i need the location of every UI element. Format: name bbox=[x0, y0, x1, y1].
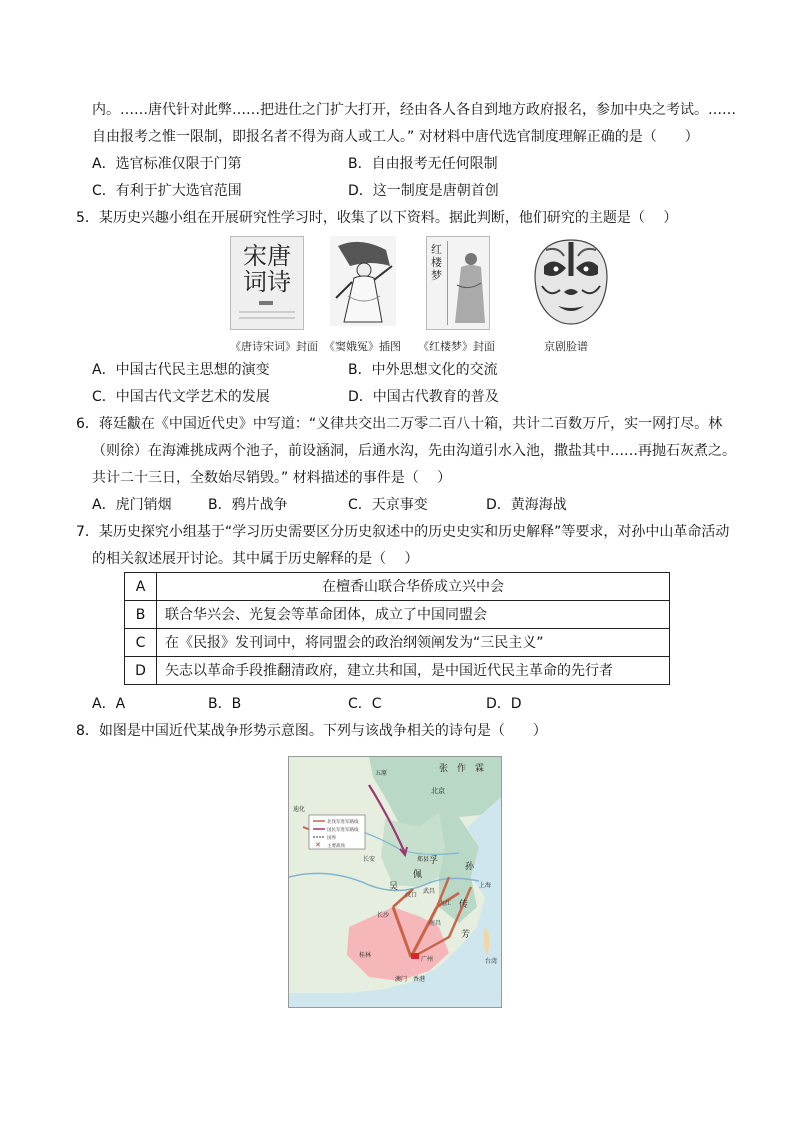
map-image bbox=[289, 757, 501, 1007]
row-key: B bbox=[125, 601, 157, 629]
table-row bbox=[125, 657, 670, 685]
map-label: 郑县 bbox=[417, 856, 430, 863]
map-label: 汉口 bbox=[405, 892, 418, 899]
illustration-image bbox=[330, 236, 396, 326]
q4-text-line-2: 自由报考之惟一限制，即报名者不得为商人或工人。” 对材料中唐代选官制度理解正确的是（ ） bbox=[92, 129, 699, 145]
q6-option-a[interactable]: A．虎门销烟 bbox=[92, 497, 172, 513]
row-key: D bbox=[125, 657, 157, 685]
row-text: 联合华兴会、光复会等革命团体，成立了中国同盟会 bbox=[157, 601, 670, 629]
table-row bbox=[125, 573, 670, 601]
map-label: 佩 bbox=[413, 870, 423, 880]
map-label: 广州 bbox=[421, 956, 434, 963]
q6-text-line-2: （则徐）在海滩挑成两个池子，前设涵洞，后通水沟，先由沟道引水入池，撒盐其中……再抛石灰煮之。 bbox=[92, 443, 736, 459]
cover-title: 红楼梦 bbox=[431, 243, 442, 282]
map-label: 长安 bbox=[363, 856, 376, 863]
legend-label: 主要战场 bbox=[327, 844, 345, 849]
q4-option-c[interactable]: C．有利于扩大选官范围 bbox=[92, 183, 242, 199]
map-label: 张 bbox=[439, 764, 449, 774]
q4-option-a[interactable]: A．选官标准仅限于门第 bbox=[92, 156, 242, 172]
map-label: 南昌 bbox=[429, 920, 442, 927]
war-situation-map bbox=[288, 756, 502, 1008]
map-label: 台湾 bbox=[485, 958, 498, 965]
q7-option-d[interactable]: D．D bbox=[486, 696, 522, 712]
q6-option-d[interactable]: D．黄海海战 bbox=[486, 497, 567, 513]
q5-stem: 5．某历史兴趣小组在开展研究性学习时，收集了以下资料。据此判断，他们研究的主题是（ ） bbox=[76, 210, 678, 226]
map-label: 传 bbox=[459, 900, 469, 910]
book-cover-image bbox=[426, 236, 490, 330]
row-key: C bbox=[125, 629, 157, 657]
q7-option-b[interactable]: B．B bbox=[208, 696, 242, 712]
opera-mask-image bbox=[530, 236, 612, 328]
legend-label: 国界 bbox=[327, 836, 336, 841]
q7-text-line-1: 7．某历史探究小组基于“学习历史需要区分历史叙述中的历史史实和历史解释”等要求，对孙中山革命活动 bbox=[76, 524, 730, 540]
svg-text:✕: ✕ bbox=[315, 841, 321, 849]
caption: 《红楼梦》封面 bbox=[418, 340, 495, 353]
map-label: 迪化 bbox=[293, 806, 306, 813]
table-row bbox=[125, 601, 670, 629]
table-row bbox=[125, 629, 670, 657]
q7-option-c[interactable]: C．C bbox=[348, 696, 382, 712]
map-label: 香港 bbox=[413, 976, 426, 983]
legend-label: 北伐军进军路线 bbox=[327, 820, 359, 825]
map-label: 上海 bbox=[479, 882, 492, 889]
map-label: 澳门 bbox=[395, 976, 408, 983]
map-label: 北京 bbox=[431, 787, 445, 795]
cover-char: 唐 bbox=[267, 242, 291, 270]
map-label: 孚 bbox=[429, 856, 439, 866]
q7-statement-table bbox=[124, 572, 670, 685]
caption: 京剧脸谱 bbox=[544, 340, 588, 353]
q5-option-d[interactable]: D．中国古代教育的普及 bbox=[348, 389, 499, 405]
q6-option-b[interactable]: B．鸦片战争 bbox=[208, 497, 288, 513]
row-text: 在檀香山联合华侨成立兴中会 bbox=[157, 573, 670, 601]
map-label: 作 bbox=[457, 764, 467, 774]
q8-stem: 8．如图是中国近代某战争形势示意图。下列与该战争相关的诗句是（ ） bbox=[76, 723, 547, 739]
row-key: A bbox=[125, 573, 157, 601]
row-text: 矢志以革命手段推翻清政府，建立共和国，是中国近代民主革命的先行者 bbox=[157, 657, 670, 685]
cover-char: 词 bbox=[243, 268, 267, 296]
q7-text-line-2: 的相关叙述展开讨论。其中属于历史解释的是（ ） bbox=[92, 551, 419, 567]
map-label: 桂林 bbox=[359, 952, 372, 959]
q4-option-b[interactable]: B．自由报考无任何限制 bbox=[348, 156, 498, 172]
q5-option-a[interactable]: A．中国古代民主思想的演变 bbox=[92, 362, 270, 378]
q7-option-a[interactable]: A．A bbox=[92, 696, 126, 712]
q6-text-line-1: 6．蒋廷黻在《中国近代史》中写道：“义律共交出二万零二百八十箱，共计二百数万斤，实一网打尽。林 bbox=[76, 416, 723, 432]
caption: 《窦娥冤》插图 bbox=[324, 340, 401, 353]
cover-char: 诗 bbox=[267, 268, 291, 296]
map-label: 武昌 bbox=[423, 888, 436, 895]
map-label: 吴 bbox=[389, 882, 399, 892]
q6-text-line-3: 共计二十三日，全数始尽销毁。” 材料描述的事件是（ ） bbox=[92, 470, 452, 486]
q5-option-b[interactable]: B．中外思想文化的交流 bbox=[348, 362, 498, 378]
q6-option-c[interactable]: C．天京事变 bbox=[348, 497, 428, 513]
legend-label: 国民军进军路线 bbox=[327, 828, 359, 833]
map-label: 五原 bbox=[375, 770, 388, 777]
map-label: 长沙 bbox=[377, 912, 390, 919]
map-label: 九江 bbox=[439, 900, 452, 907]
map-label: 芳 bbox=[461, 930, 471, 940]
book-cover-image bbox=[230, 236, 304, 330]
q4-option-d[interactable]: D．这一制度是唐朝首创 bbox=[348, 183, 499, 199]
row-text: 在《民报》发刊词中，将同盟会的政治纲领阐发为“三民主义” bbox=[157, 629, 670, 657]
q5-figures bbox=[200, 236, 620, 360]
caption: 《唐诗宋词》封面 bbox=[230, 340, 318, 353]
map-label: 孙 bbox=[465, 862, 475, 872]
cover-char: 宋 bbox=[243, 242, 267, 270]
map-label: 霖 bbox=[475, 764, 485, 774]
q5-option-c[interactable]: C．中国古代文学艺术的发展 bbox=[92, 389, 270, 405]
q4-text-line-1: 内。……唐代针对此弊……把进仕之门扩大打开，经由各人各自到地方政府报名，参加中央之考试。…… bbox=[92, 102, 736, 118]
